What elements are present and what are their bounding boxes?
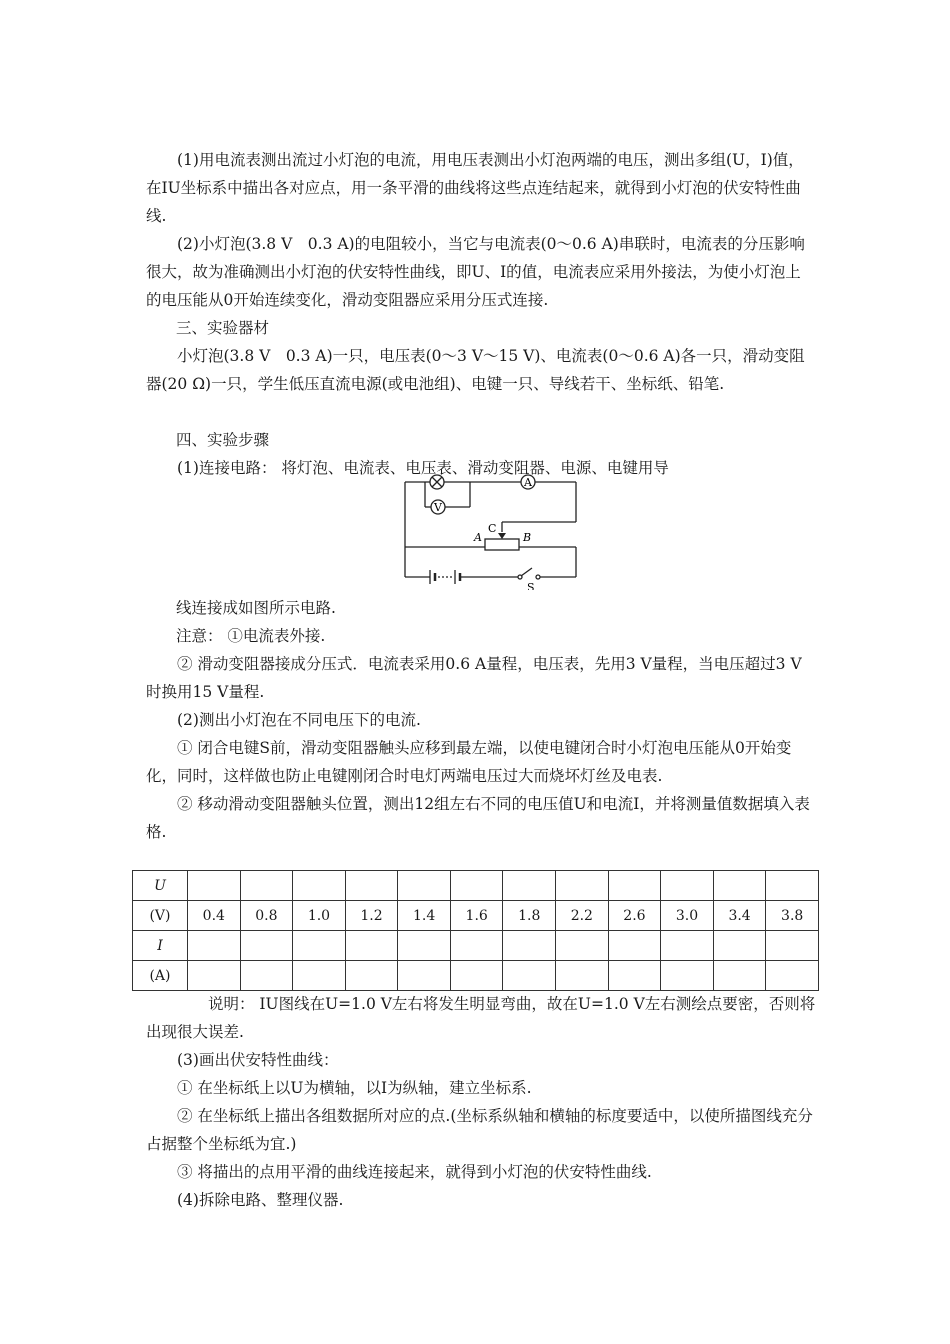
paragraph-explanation: 说明： IU图线在U=1.0 V左右将发生明显弯曲，故在U=1.0 V左右测绘点要密，否则将出现很大误差. <box>146 995 816 1041</box>
u-label-cell: U <box>133 871 188 901</box>
paragraph-principle-2: (2)小灯泡(3.8 V 0.3 A)的电阻较小，当它与电流表(0～0.6 A)串联时，电流表的分压影响很大，故为准确测出小灯泡的伏安特性曲线，即U、I的值，电流表应采用外接法，为使小灯泡上的电压能从0开始连续变化，滑动变阻器应采用分压式连接. <box>146 235 805 309</box>
rheostat-end-a-label: A <box>474 531 482 544</box>
paragraph-step-3-a: ① 在坐标纸上以U为横轴，以I为纵轴，建立坐标系. <box>177 1079 532 1097</box>
paragraph-step-2: (2)测出小灯泡在不同电压下的电流. <box>177 711 421 729</box>
paragraph-equipment: 小灯泡(3.8 V 0.3 A)一只，电压表(0～3 V～15 V)、电流表(0～0.6 A)各一只，滑动变阻器(20 Ω)一只，学生低压直流电源(或电池组)、电键一只、导线若干、坐标纸、铅笔. <box>146 347 805 393</box>
paragraph-step-1: (1)连接电路： 将灯泡、电流表、电压表、滑动变阻器、电源、电键用导 <box>177 459 669 477</box>
table-row <box>133 871 819 901</box>
paragraph-principle-1: (1)用电流表测出流过小灯泡的电流，用电压表测出小灯泡两端的电压，测出多组(U，I)值，在IU坐标系中描出各对应点，用一条平滑的曲线将这些点连结起来，就得到小灯泡的伏安特性曲线. <box>146 151 804 225</box>
voltage-cell: 0.4 <box>188 901 241 931</box>
voltage-cell: 0.8 <box>240 901 293 931</box>
voltage-cell: 1.0 <box>293 901 346 931</box>
paragraph-step-4: (4)拆除电路、整理仪器. <box>177 1191 344 1209</box>
voltage-cell: 3.0 <box>661 901 714 931</box>
section-heading-equipment: 三、实验器材 <box>176 319 270 337</box>
rheostat-end-b-label: B <box>523 531 532 544</box>
circuit-diagram <box>400 460 585 590</box>
i-label-cell: I <box>133 931 188 961</box>
voltage-cell: 1.8 <box>503 901 556 931</box>
voltage-cell: 2.2 <box>556 901 609 931</box>
section-heading-steps: 四、实验步骤 <box>176 431 270 449</box>
table-row <box>133 931 819 961</box>
voltmeter-label: V <box>434 501 442 514</box>
paragraph-step-3-c: ③ 将描出的点用平滑的曲线连接起来，就得到小灯泡的伏安特性曲线. <box>177 1163 652 1181</box>
paragraph-note-1: 注意： ①电流表外接. <box>176 627 326 645</box>
ammeter-label: A <box>524 476 532 489</box>
paragraph-step-3: (3)画出伏安特性曲线： <box>177 1051 339 1069</box>
table-row <box>133 901 819 931</box>
slider-label-c: C <box>488 522 497 535</box>
table-row <box>133 961 819 991</box>
voltage-cell: 3.8 <box>766 901 819 931</box>
switch-label: S <box>527 581 535 590</box>
paragraph-step-3-b: ② 在坐标纸上描出各组数据所对应的点.(坐标系纵轴和横轴的标度要适中，以使所描图线充分占据整个坐标纸为宜.) <box>146 1107 813 1153</box>
paragraph-step-1-cont: 线连接成如图所示电路. <box>176 599 336 617</box>
u-unit-cell: (V) <box>133 901 188 931</box>
paragraph-note-2: ② 滑动变阻器接成分压式．电流表采用0.6 A量程，电压表，先用3 V量程，当电压超过3 V时换用15 V量程. <box>146 655 802 701</box>
voltage-cell: 1.6 <box>450 901 503 931</box>
voltage-cell: 2.6 <box>608 901 661 931</box>
paragraph-step-2-b: ② 移动滑动变阻器触头位置，测出12组左右不同的电压值U和电流I，并将测量值数据填入表格. <box>146 795 810 841</box>
voltage-cell: 1.4 <box>398 901 451 931</box>
voltage-cell: 1.2 <box>345 901 398 931</box>
paragraph-step-2-a: ① 闭合电键S前，滑动变阻器触头应移到最左端，以使电键闭合时小灯泡电压能从0开始变化，同时，这样做也防止电键刚闭合时电灯两端电压过大而烧坏灯丝及电表. <box>146 739 792 785</box>
i-unit-cell: (A) <box>133 961 188 991</box>
voltage-cell: 3.4 <box>713 901 766 931</box>
measurement-table <box>132 870 819 991</box>
